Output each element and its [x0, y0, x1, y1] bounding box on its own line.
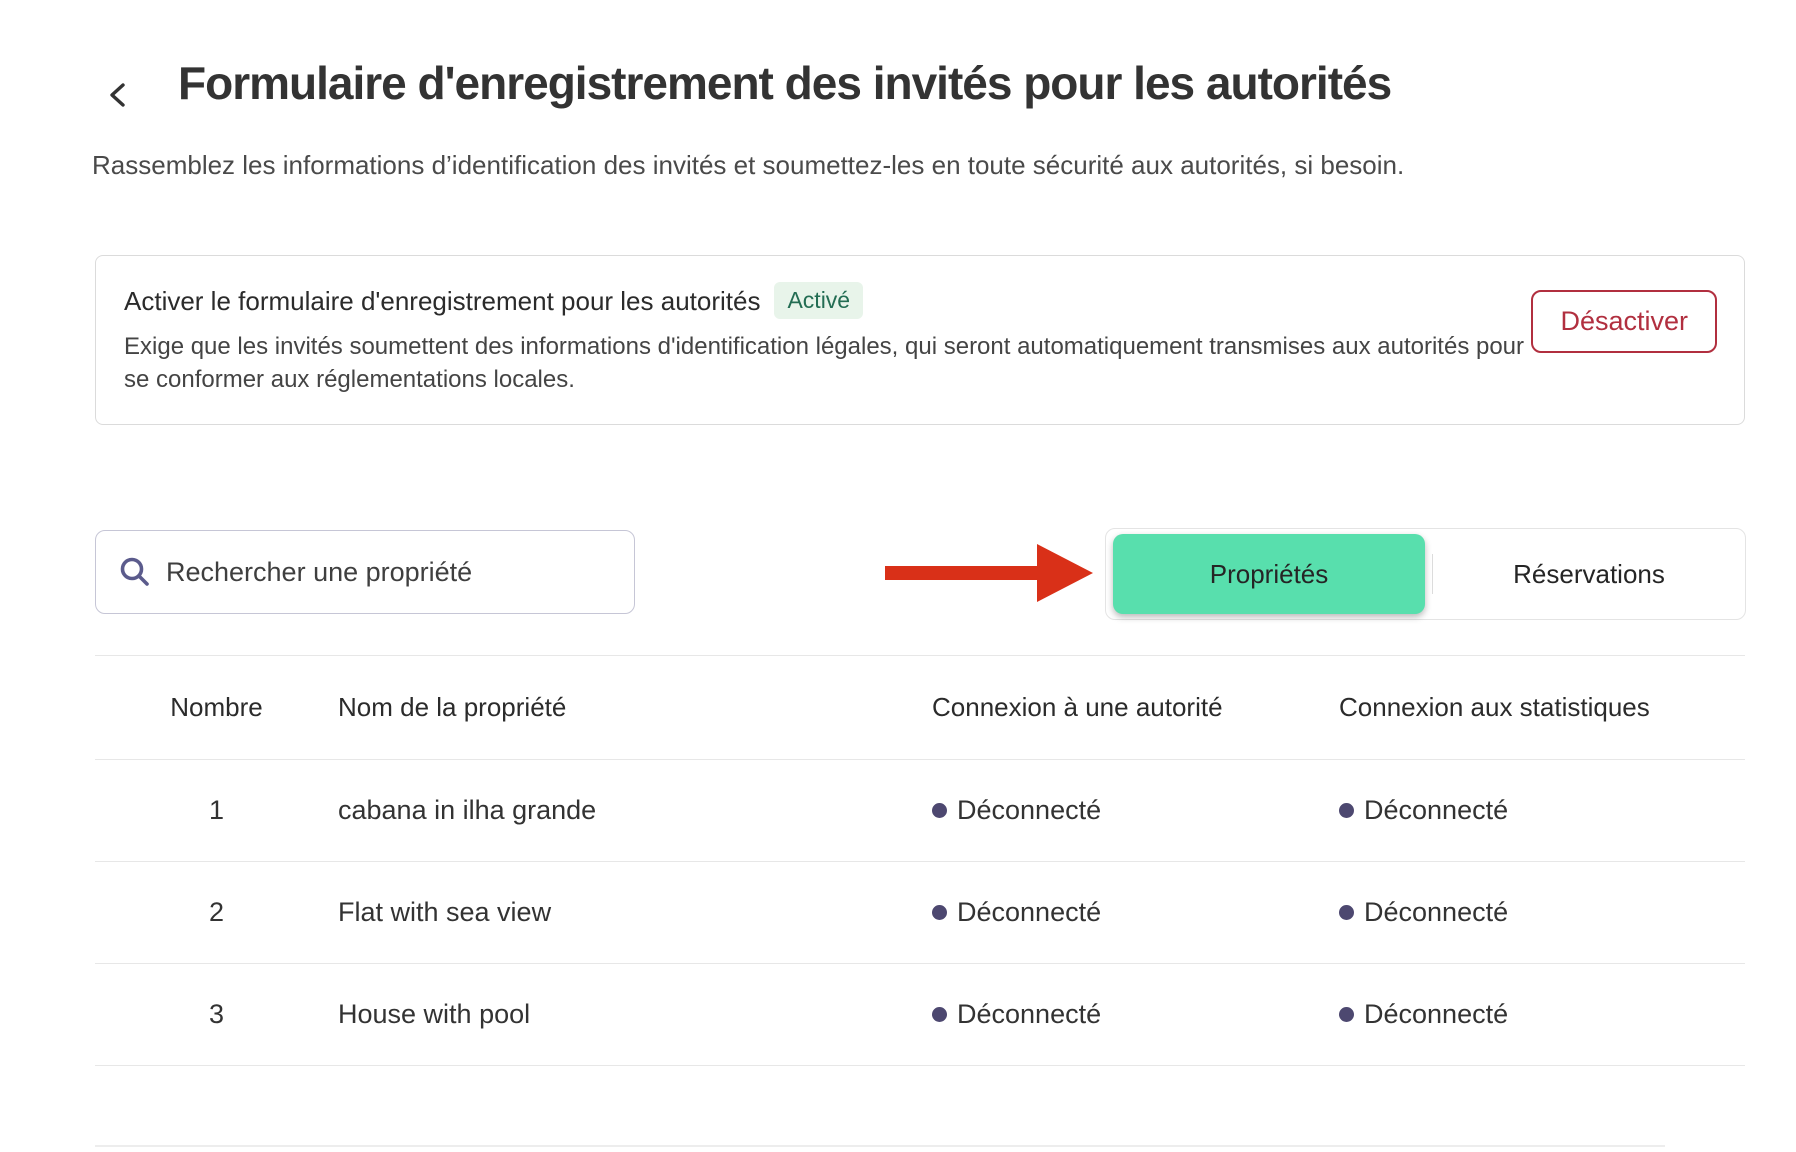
- dot-icon: [932, 905, 947, 920]
- status-label: Déconnecté: [1364, 795, 1509, 825]
- column-header-authority-connection: Connexion à une autorité: [932, 692, 1223, 722]
- cell-property-name: House with pool: [338, 999, 531, 1029]
- dot-icon: [1339, 1007, 1354, 1022]
- table-header-row: [95, 655, 1745, 760]
- chevron-left-icon: [103, 78, 133, 115]
- cell-number: 2: [208, 897, 225, 927]
- table-row[interactable]: [95, 862, 1745, 964]
- status-badge: Activé: [774, 282, 863, 319]
- table-row[interactable]: [95, 964, 1745, 1066]
- cell-authority-status: [932, 795, 1339, 826]
- activation-card-title: Activer le formulaire d'enregistrement pour les autorités: [124, 285, 761, 316]
- view-tabs: [1105, 528, 1746, 620]
- status-label: Déconnecté: [957, 795, 1102, 825]
- properties-table: [95, 655, 1745, 1066]
- dot-icon: [932, 803, 947, 818]
- dot-icon: [1339, 905, 1354, 920]
- table-row[interactable]: [95, 760, 1745, 862]
- deactivate-button[interactable]: Désactiver: [1531, 290, 1717, 353]
- cell-property-name: cabana in ilha grande: [338, 795, 597, 825]
- property-search: [95, 530, 635, 614]
- page-title: Formulaire d'enregistrement des invités pour les autorités: [178, 57, 1392, 109]
- tab-reservations[interactable]: Réservations: [1433, 534, 1745, 614]
- cell-stats-status: [1339, 897, 1745, 928]
- column-header-property-name: Nom de la propriété: [338, 692, 567, 722]
- status-label: Déconnecté: [957, 897, 1102, 927]
- activation-card: [95, 255, 1745, 425]
- cell-stats-status: [1339, 795, 1745, 826]
- column-header-stats-connection: Connexion aux statistiques: [1339, 692, 1650, 722]
- red-arrow-icon: [885, 543, 1095, 603]
- search-input[interactable]: [166, 531, 622, 613]
- dot-icon: [1339, 803, 1354, 818]
- cell-authority-status: [932, 897, 1339, 928]
- cell-number: 1: [208, 795, 225, 825]
- activation-card-description: Exige que les invités soumettent des informations d'identification légales, qui seront automatiquement transmises aux autorités pour se conformer aux réglementations locales.: [124, 333, 1525, 393]
- bottom-divider: [95, 1145, 1665, 1147]
- column-header-number: Nombre: [170, 692, 263, 722]
- back-button[interactable]: [100, 78, 136, 114]
- status-label: Déconnecté: [1364, 897, 1509, 927]
- cell-number: 3: [208, 999, 225, 1029]
- search-icon: [118, 555, 152, 589]
- dot-icon: [932, 1007, 947, 1022]
- cell-stats-status: [1339, 999, 1745, 1030]
- cell-authority-status: [932, 999, 1339, 1030]
- tab-proprietes[interactable]: Propriétés: [1113, 534, 1425, 614]
- page-subtitle: Rassemblez les informations d’identification des invités et soumettez-les en toute sécurité aux autorités, si besoin.: [92, 150, 1405, 180]
- status-label: Déconnecté: [957, 999, 1102, 1029]
- status-label: Déconnecté: [1364, 999, 1509, 1029]
- cell-property-name: Flat with sea view: [338, 897, 552, 927]
